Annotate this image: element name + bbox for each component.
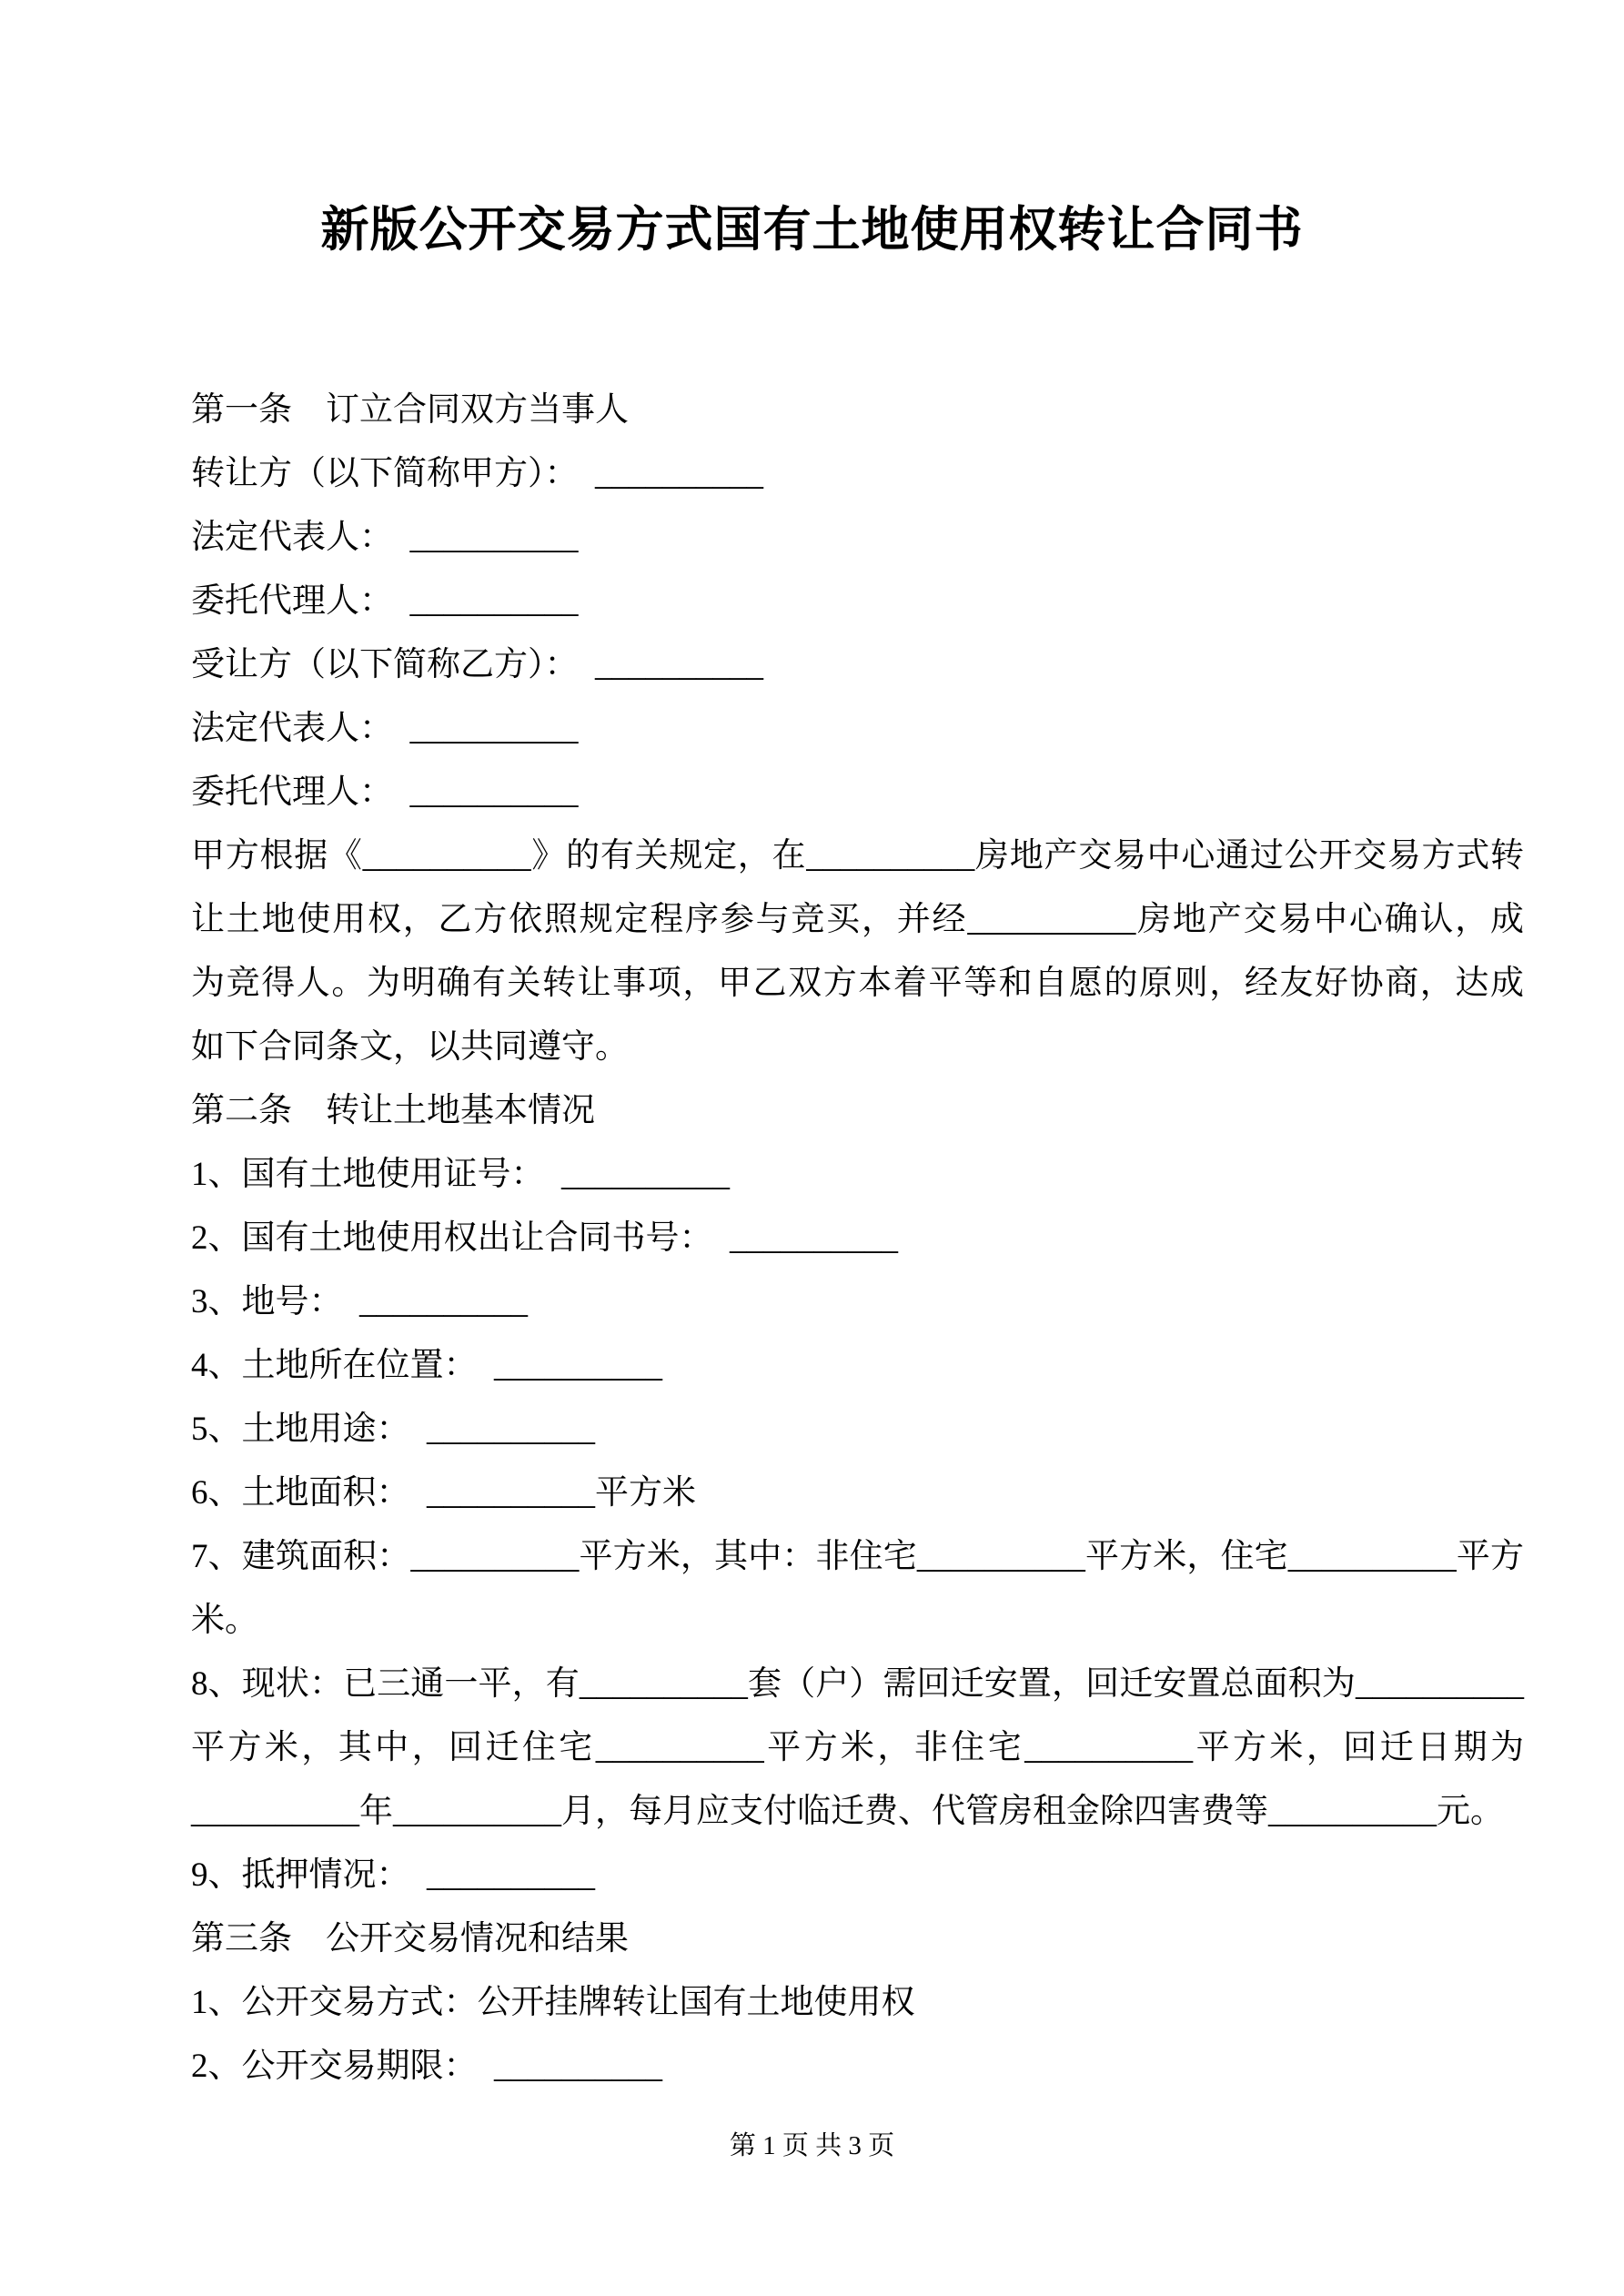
document-line: __________年__________月，每月应支付临迁费、代管房租金除四害费等__________元。 [191, 1793, 1504, 1830]
document-line: 第二条 转让土地基本情况 [191, 1092, 595, 1129]
document-line: 2、国有土地使用权出让合同书号： __________ [191, 1219, 898, 1257]
document-line: 米。 [191, 1602, 258, 1639]
document-line: 2、公开交易期限： __________ [191, 2048, 662, 2085]
document-line: 甲方根据《__________》的有关规定，在__________房地产交易中心通过公开交易方式转 [191, 837, 1524, 875]
document-line: 4、土地所在位置： __________ [191, 1347, 662, 1384]
document-line: 转让方（以下简称甲方）： __________ [191, 455, 763, 492]
document-line: 法定代表人： __________ [191, 710, 579, 747]
document-line: 7、建筑面积：__________平方米，其中：非住宅__________平方米，住宅__________平方 [191, 1538, 1524, 1575]
document-line: 为竞得人。为明确有关转让事项，甲乙双方本着平等和自愿的原则，经友好协商，达成 [191, 965, 1524, 1002]
document-line: 第一条 订立合同双方当事人 [191, 391, 629, 429]
document-title: 新版公开交易方式国有土地使用权转让合同书 [320, 204, 1304, 257]
document-line: 让土地使用权，乙方依照规定程序参与竞买，并经__________房地产交易中心确认，成 [191, 901, 1524, 938]
document-body [191, 379, 1524, 2099]
document-line: 受让方（以下简称乙方）： __________ [191, 646, 763, 683]
document-line: 第三条 公开交易情况和结果 [191, 1920, 629, 1957]
document-line: 3、地号： __________ [191, 1283, 528, 1320]
document-line: 委托代理人： __________ [191, 774, 579, 811]
document-line: 委托代理人： __________ [191, 582, 579, 620]
document-line: 9、抵押情况： __________ [191, 1856, 595, 1894]
page-footer: 第 1 页 共 3 页 [729, 2131, 895, 2160]
document-line: 6、土地面积： __________平方米 [191, 1474, 696, 1512]
document-line: 1、公开交易方式：公开挂牌转让国有土地使用权 [191, 1984, 915, 2021]
document-line: 如下合同条文，以共同遵守。 [191, 1028, 629, 1066]
document-line: 平方米，其中，回迁住宅__________平方米，非住宅__________平方米，回迁日期为 [191, 1729, 1524, 1766]
document-line: 5、土地用途： __________ [191, 1411, 595, 1448]
document-line: 8、现状：已三通一平，有__________套（户）需回迁安置，回迁安置总面积为__________ [191, 1665, 1524, 1703]
document-line: 法定代表人： __________ [191, 519, 579, 556]
document-line: 1、国有土地使用证号： __________ [191, 1156, 730, 1193]
